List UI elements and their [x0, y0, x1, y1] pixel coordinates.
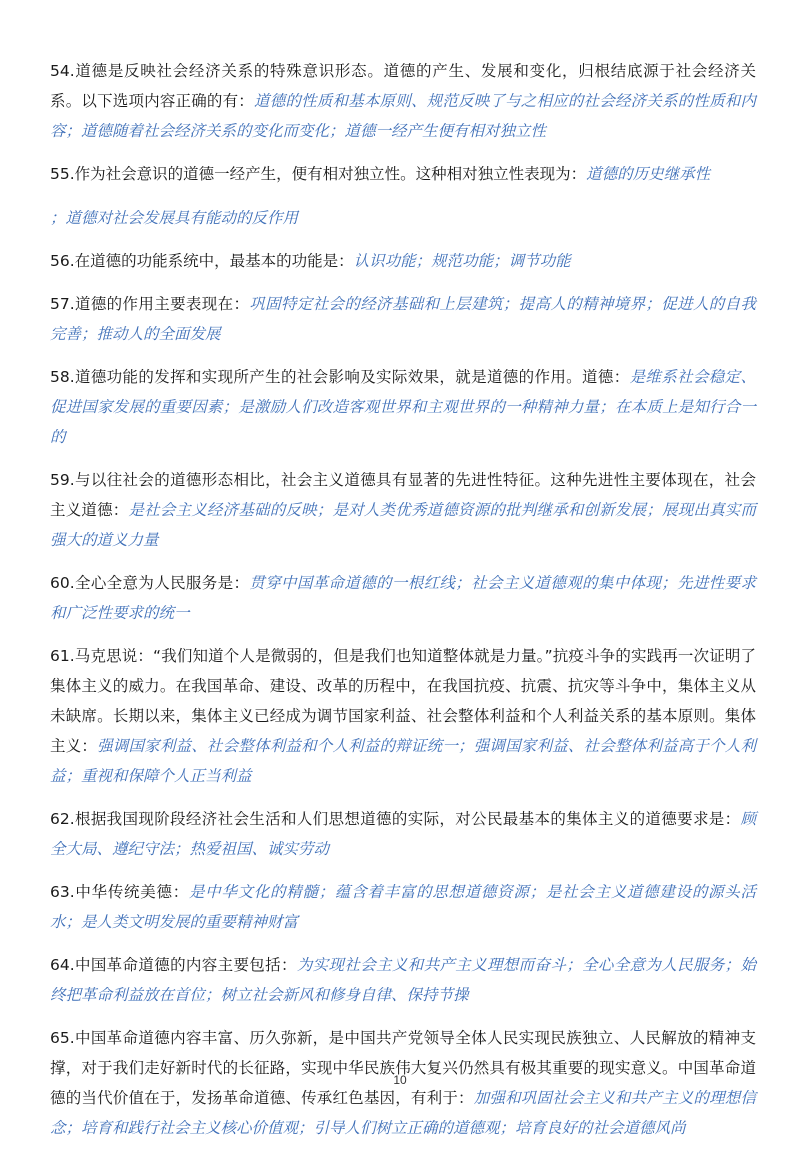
question-text: 57.道德的作用主要表现在：: [50, 295, 250, 313]
question-text: 61.马克思说：“我们知道个人是微弱的，但是我们也知道整体就是力量。”抗疫斗争的实践再一次证明了集体主义的威力。在我国革命、建设、改革的历程中，在我国抗疫、抗震、抗灾等斗争中，集体主义从未缺席。长期以来，集体主义已经成为调节国家利益、社会整体利益和个人利益关系的基本原则。集体主义：: [50, 647, 756, 755]
question-text: 64.中国革命道德的内容主要包括：: [50, 956, 297, 974]
question-62: [50, 804, 756, 864]
question-54: [50, 56, 756, 146]
question-text: 59.与以往社会的道德形态相比，社会主义道德具有显著的先进性特征。这种先进性主要体现在，社会主义道德：: [50, 471, 756, 519]
question-text: 56.在道德的功能系统中，最基本的功能是：: [50, 252, 354, 270]
question-text: 65.中国革命道德内容丰富、历久弥新，是中国共产党领导全体人民实现民族独立、人民解放的精神支撑，对于我们走好新时代的长征路，实现中华民族伟大复兴仍然具有极其重要的现实意义。中国革命道德的当代价值在于，发扬革命道德、传承红色基因，有利于：: [50, 1029, 756, 1107]
answer-text: 是中华文化的精髓；蕴含着丰富的思想道德资源；是社会主义道德建设的源头活水；是人类文明发展的重要精神财富: [50, 883, 756, 931]
question-61: [50, 641, 756, 791]
document-page: [50, 56, 756, 1156]
question-text: 62.根据我国现阶段经济社会生活和人们思想道德的实际，对公民最基本的集体主义的道德要求是：: [50, 810, 741, 828]
question-57: [50, 289, 756, 349]
question-text: 58.道德功能的发挥和实现所产生的社会影响及实际效果，就是道德的作用。道德：: [50, 368, 630, 386]
answer-text: 加强和巩固社会主义和共产主义的理想信念；培育和践行社会主义核心价值观；引导人们树立正确的道德观；培育良好的社会道德风尚: [50, 1089, 756, 1137]
question-text: 60.全心全意为人民服务是：: [50, 574, 250, 592]
question-text: 54.道德是反映社会经济关系的特殊意识形态。道德的产生、发展和变化，归根结底源于社会经济关系。以下选项内容正确的有：: [50, 62, 756, 110]
answer-text: 强调国家利益、社会整体利益和个人利益的辩证统一；强调国家利益、社会整体利益高于个人利益；重视和保障个人正当利益: [50, 737, 756, 785]
answer-text: 是维系社会稳定、促进国家发展的重要因素；是激励人们改造客观世界和主观世界的一种精神力量；在本质上是知行合一的: [50, 368, 756, 446]
question-56: [50, 246, 756, 276]
page-number: 10: [393, 1073, 407, 1087]
question-58: [50, 362, 756, 452]
answer-text: 认识功能；规范功能；调节功能: [353, 252, 571, 270]
question-text: 63.中华传统美德：: [50, 883, 189, 901]
answer-text: 贯穿中国革命道德的一根红线；社会主义道德观的集中体现；先进性要求和广泛性要求的统一: [50, 574, 756, 622]
question-55: [50, 159, 756, 233]
answer-text: 道德的性质和基本原则、规范反映了与之相应的社会经济关系的性质和内容；道德随着社会经济关系的变化而变化；道德一经产生便有相对独立性: [50, 92, 756, 140]
question-59: [50, 465, 756, 555]
answer-text-continued: ；道德对社会发展具有能动的反作用: [50, 209, 299, 227]
answer-text: 是社会主义经济基础的反映；是对人类优秀道德资源的批判继承和创新发展；展现出真实而强大的道义力量: [50, 501, 756, 549]
question-64: [50, 950, 756, 1010]
answer-text: 巩固特定社会的经济基础和上层建筑；提高人的精神境界；促进人的自我完善；推动人的全面发展: [50, 295, 756, 343]
question-60: [50, 568, 756, 628]
answer-text: 道德的历史继承性: [586, 165, 711, 183]
question-63: [50, 877, 756, 937]
question-text: 55.作为社会意识的道德一经产生，便有相对独立性。这种相对独立性表现为：: [50, 165, 587, 183]
answer-text: 为实现社会主义和共产主义理想而奋斗；全心全意为人民服务；始终把革命利益放在首位；树立社会新风和修身自律、保持节操: [50, 956, 756, 1004]
answer-text: 顾全大局、遵纪守法；热爱祖国、诚实劳动: [50, 810, 756, 858]
